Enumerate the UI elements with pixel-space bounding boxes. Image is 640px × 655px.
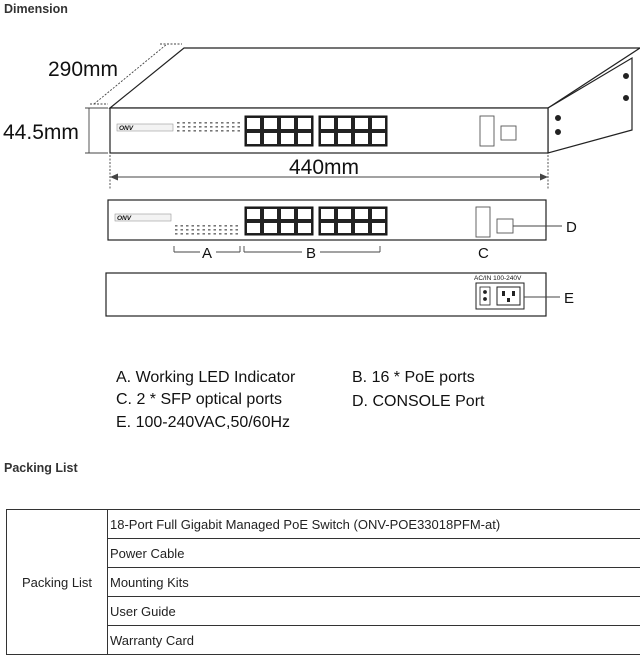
led-indicator xyxy=(208,233,211,235)
led-indicator xyxy=(181,225,184,227)
led-indicator xyxy=(183,122,186,124)
callout-b: B xyxy=(306,245,316,262)
led-indicator xyxy=(194,130,197,132)
led-indicator xyxy=(221,122,224,124)
led-indicator xyxy=(230,229,233,231)
rj45-port xyxy=(264,118,277,129)
led-indicator xyxy=(175,225,178,227)
led-indicator xyxy=(216,122,219,124)
led-indicator xyxy=(205,126,208,128)
led-indicator xyxy=(175,229,178,231)
led-indicator xyxy=(225,233,228,235)
rj45-port xyxy=(355,223,368,233)
callout-a: A xyxy=(202,245,212,262)
rj45-port xyxy=(281,133,294,144)
led-indicator xyxy=(199,130,202,132)
led-indicator xyxy=(230,225,233,227)
rj45-port xyxy=(247,133,260,144)
rj45-port xyxy=(321,223,334,233)
led-indicator xyxy=(197,229,200,231)
switch-3d-view xyxy=(110,48,640,153)
rj45-port xyxy=(298,118,311,129)
led-indicator xyxy=(236,225,239,227)
led-indicator xyxy=(183,130,186,132)
led-indicator xyxy=(214,225,217,227)
led-indicator xyxy=(238,126,241,128)
led-indicator xyxy=(186,225,189,227)
packing-item: Power Cable xyxy=(108,539,640,568)
rj45-port xyxy=(338,209,351,219)
led-indicator xyxy=(183,126,186,128)
led-indicator xyxy=(214,233,217,235)
table-row xyxy=(7,510,640,539)
led-indicator xyxy=(230,233,233,235)
led-indicator xyxy=(181,233,184,235)
led-indicator xyxy=(210,122,213,124)
led-indicator xyxy=(208,229,211,231)
rj45-port xyxy=(264,133,277,144)
legend-item-d: D. CONSOLE Port xyxy=(352,391,484,413)
led-indicator xyxy=(238,130,241,132)
callout-c: C xyxy=(478,245,489,262)
led-indicator xyxy=(214,229,217,231)
led-indicator xyxy=(210,126,213,128)
rj45-port xyxy=(247,209,260,219)
led-indicator xyxy=(219,229,222,231)
led-indicator xyxy=(236,229,239,231)
power-rating-label: AC/IN 100-240V xyxy=(474,275,522,282)
led-indicator xyxy=(205,122,208,124)
rj45-port xyxy=(298,133,311,144)
led-indicator xyxy=(194,122,197,124)
led-indicator xyxy=(203,229,206,231)
rj45-port xyxy=(298,223,311,233)
led-indicator xyxy=(221,126,224,128)
rj45-port xyxy=(372,223,385,233)
rj45-port xyxy=(338,118,351,129)
led-indicator xyxy=(219,233,222,235)
rj45-port xyxy=(264,223,277,233)
rj45-port xyxy=(281,223,294,233)
led-indicator xyxy=(216,126,219,128)
led-indicator xyxy=(177,126,180,128)
rj45-port xyxy=(355,209,368,219)
rj45-port xyxy=(355,133,368,144)
rj45-port xyxy=(372,118,385,129)
rj45-port xyxy=(281,118,294,129)
led-indicator xyxy=(227,122,230,124)
led-indicator xyxy=(199,126,202,128)
led-indicator xyxy=(227,130,230,132)
led-indicator xyxy=(232,130,235,132)
led-indicator xyxy=(225,229,228,231)
led-indicator xyxy=(221,130,224,132)
led-indicator xyxy=(232,122,235,124)
packing-list-row-header: Packing List xyxy=(7,510,108,655)
rj45-port xyxy=(321,118,334,129)
legend-item-a: A. Working LED Indicator xyxy=(116,367,295,389)
led-indicator xyxy=(216,130,219,132)
led-indicator xyxy=(186,233,189,235)
led-indicator xyxy=(203,225,206,227)
led-indicator xyxy=(203,233,206,235)
led-indicator xyxy=(188,126,191,128)
packing-list-table xyxy=(6,509,640,655)
packing-item: 18-Port Full Gigabit Managed PoE Switch (ONV-POE33018PFM-at) xyxy=(108,510,640,539)
rj45-port xyxy=(247,118,260,129)
led-indicator xyxy=(188,122,191,124)
led-indicator xyxy=(227,126,230,128)
led-indicator xyxy=(199,122,202,124)
rj45-port xyxy=(247,223,260,233)
led-indicator xyxy=(194,126,197,128)
led-indicator xyxy=(210,130,213,132)
packing-item: Warranty Card xyxy=(108,626,640,655)
led-indicator xyxy=(177,130,180,132)
packing-item: User Guide xyxy=(108,597,640,626)
rj45-port xyxy=(321,209,334,219)
front-panel xyxy=(108,200,546,240)
callout-e: E xyxy=(564,290,574,307)
callout-d: D xyxy=(566,219,577,236)
led-indicator xyxy=(197,225,200,227)
rj45-port xyxy=(321,133,334,144)
brand-logo-3d: ONV xyxy=(119,125,134,132)
led-indicator xyxy=(232,126,235,128)
rj45-port xyxy=(338,223,351,233)
led-indicator xyxy=(225,225,228,227)
depth-label: 290mm xyxy=(48,58,118,81)
led-indicator xyxy=(175,233,178,235)
rj45-port xyxy=(355,118,368,129)
led-indicator xyxy=(186,229,189,231)
width-label: 440mm xyxy=(289,156,359,179)
legend-item-c: C. 2 * SFP optical ports xyxy=(116,389,282,411)
packing-item: Mounting Kits xyxy=(108,568,640,597)
rj45-port xyxy=(281,209,294,219)
height-dimension-line xyxy=(85,108,108,153)
rj45-port xyxy=(264,209,277,219)
legend-item-b: B. 16 * PoE ports xyxy=(352,367,475,389)
led-indicator xyxy=(205,130,208,132)
led-indicator xyxy=(208,225,211,227)
packing-list-title: Packing List xyxy=(4,461,78,475)
dimension-title: Dimension xyxy=(4,2,68,16)
led-indicator xyxy=(181,229,184,231)
led-indicator xyxy=(219,225,222,227)
rj45-port xyxy=(372,209,385,219)
led-indicator xyxy=(192,229,195,231)
legend-item-e: E. 100-240VAC,50/60Hz xyxy=(116,412,290,434)
rj45-port xyxy=(298,209,311,219)
brand-logo-front: ONV xyxy=(117,215,132,222)
led-indicator xyxy=(177,122,180,124)
led-indicator xyxy=(192,233,195,235)
height-label: 44.5mm xyxy=(3,121,79,144)
led-indicator xyxy=(197,233,200,235)
led-indicator xyxy=(236,233,239,235)
led-indicator xyxy=(238,122,241,124)
rj45-port xyxy=(338,133,351,144)
led-indicator xyxy=(192,225,195,227)
rj45-port xyxy=(372,133,385,144)
led-indicator xyxy=(188,130,191,132)
